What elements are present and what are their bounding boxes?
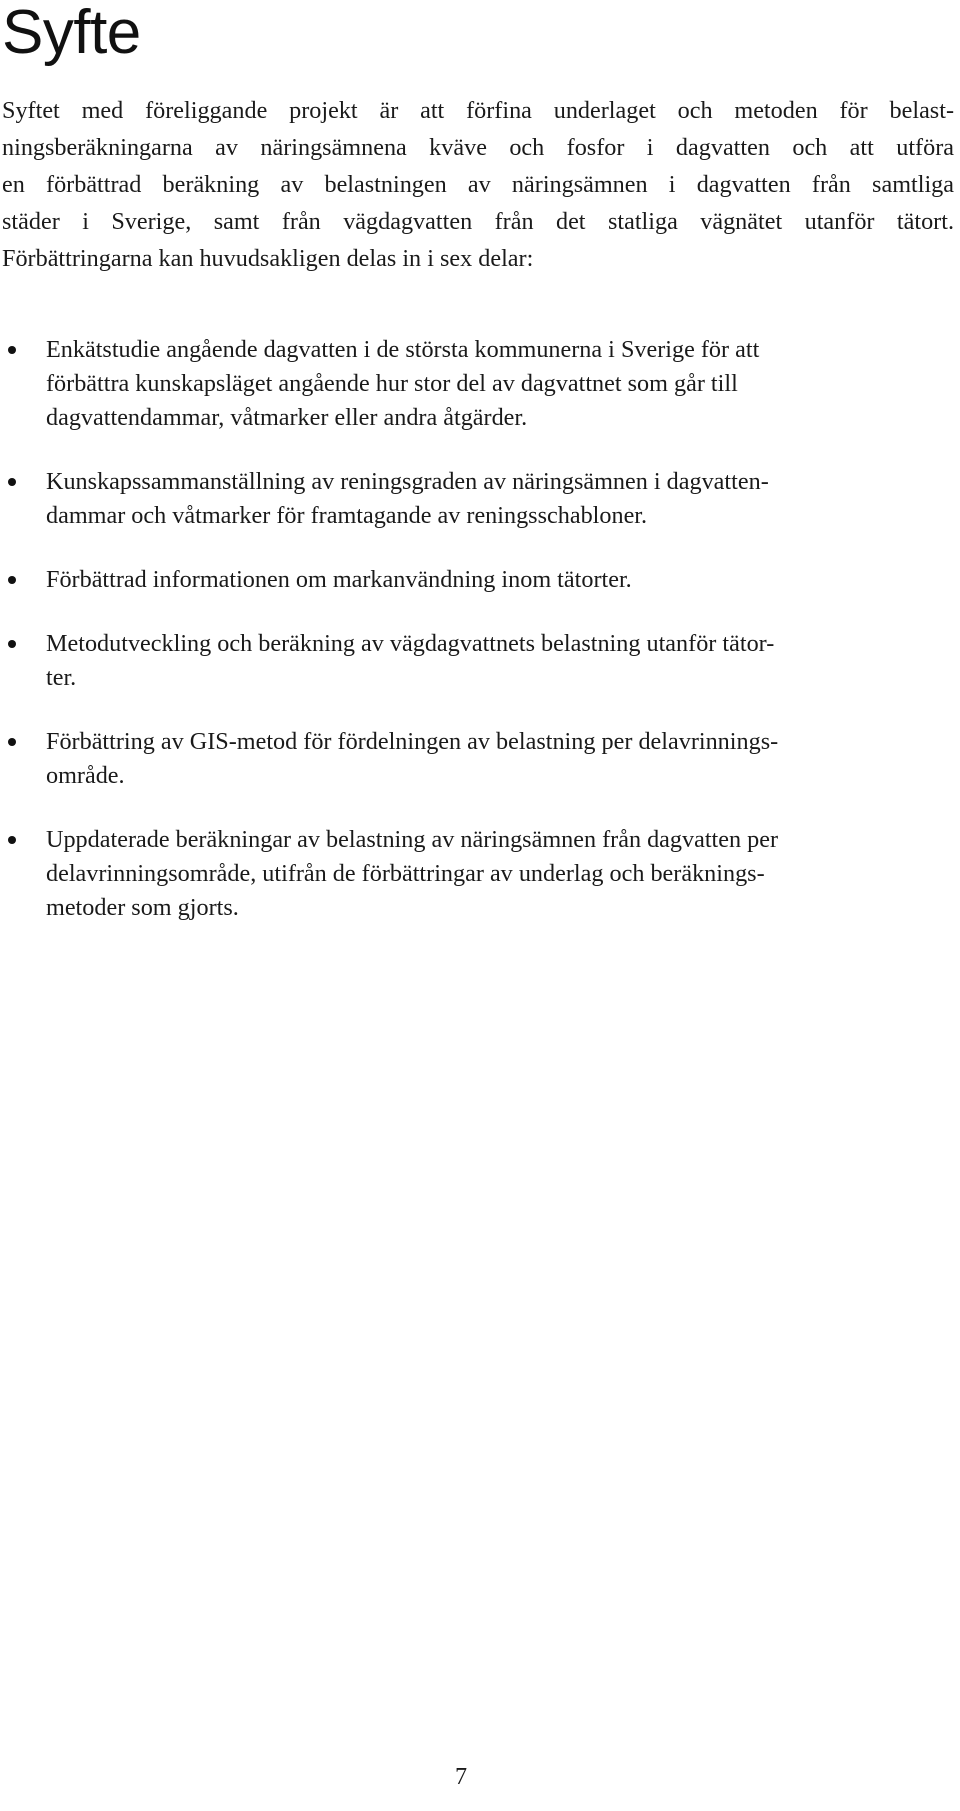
bullet-text-line: delavrinningsområde, utifrån de förbättringar av underlag och beräknings-: [46, 860, 765, 887]
bullet-text-line: Metodutveckling och beräkning av vägdagvattnets belastning utanför tätor-: [46, 630, 775, 657]
bullet-icon: [8, 738, 16, 746]
bullet-icon: [8, 576, 16, 584]
bullet-text-line: Kunskapssammanställning av reningsgraden av näringsämnen i dagvatten-: [46, 468, 769, 495]
list-item: [0, 333, 916, 435]
intro-paragraph: [2, 92, 954, 277]
list-item: [0, 465, 916, 533]
bullet-text-line: Förbättrad informationen om markanvändning inom tätorter.: [46, 566, 632, 593]
bullet-text-line: ter.: [46, 664, 77, 691]
bullet-icon: [8, 478, 16, 486]
list-item: [0, 725, 916, 793]
section-heading: Syfte: [2, 0, 141, 67]
bullet-icon: [8, 836, 16, 844]
bullet-text-line: område.: [46, 762, 125, 789]
intro-line: städer i Sverige, samt från vägdagvatten från det statliga vägnätet utanför tätort.: [2, 208, 954, 235]
page-number: 7: [454, 1763, 468, 1790]
bullet-icon: [8, 640, 16, 648]
bullet-text-line: förbättra kunskapsläget angående hur stor del av dagvattnet som går till: [46, 370, 738, 397]
bullet-text-line: dagvattendammar, våtmarker eller andra åtgärder.: [46, 404, 528, 431]
bullet-text-line: Enkätstudie angående dagvatten i de största kommunerna i Sverige för att: [46, 336, 760, 363]
bullet-icon: [8, 346, 16, 354]
intro-line: ningsberäkningarna av näringsämnena kväve och fosfor i dagvatten och att utföra: [2, 134, 954, 161]
bullet-text-line: dammar och våtmarker för framtagande av reningsschabloner.: [46, 502, 648, 529]
bullet-text-line: Förbättring av GIS-metod för fördelningen av belastning per delavrinnings-: [46, 728, 779, 755]
intro-line: Syftet med föreliggande projekt är att förfina underlaget och metoden för belast-: [2, 97, 954, 124]
list-item: [0, 563, 916, 597]
bullet-list: [0, 333, 960, 955]
list-item: [0, 627, 916, 695]
bullet-text-line: metoder som gjorts.: [46, 894, 239, 921]
intro-line: en förbättrad beräkning av belastningen av näringsämnen i dagvatten från samtliga: [2, 171, 954, 198]
bullet-text-line: Uppdaterade beräkningar av belastning av näringsämnen från dagvatten per: [46, 826, 779, 853]
intro-line: Förbättringarna kan huvudsakligen delas in i sex delar:: [2, 245, 534, 272]
list-item: [0, 823, 916, 925]
